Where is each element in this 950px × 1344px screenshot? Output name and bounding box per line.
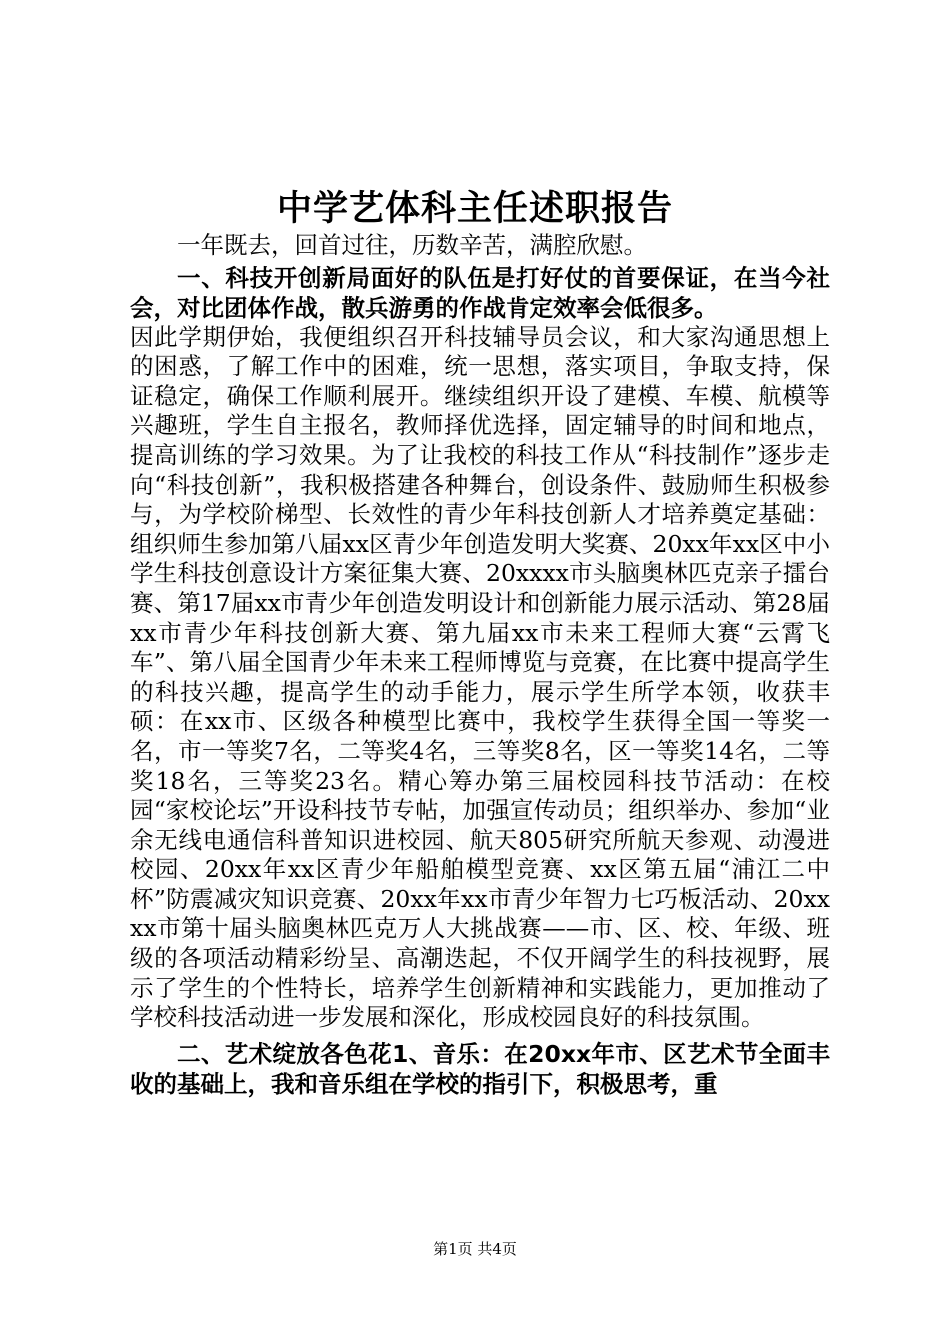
page-footer: 第1页 共4页 (433, 1240, 517, 1258)
document-title: 中学艺体科主任述职报告 (276, 189, 673, 229)
paragraph-section-1-body: 因此学期伊始，我便组织召开科技辅导员会议，和大家沟通思想上的困惑，了解工作中的困难，统一思想，落实项目，争取支持，保证稳定，确保工作顺利展开。继续组织开设了建模、车模、航模等兴趣班，学生自主报名，教师择优选择，固定辅导的时间和地点，提高训练的学习效果。为了让我校的科技工作从“科技制作”逐步走向“科技创新”，我积极搭建各种舞台，创设条件、鼓励师生积极参与，为学校阶梯型、长效性的青少年科技创新人才培养奠定基础：组织师生参加第八届xx区青少年创造发明大奖赛、20xx年xx区中小学生科技创意设计方案征集大赛、20xxxx市头脑奥林匹克亲子擂台赛、第17届xx市青少年创造发明设计和创新能力展示活动、第28届xx市青少年科技创新大赛、第九届xx市未来工程师大赛“云霄飞车”、第八届全国青少年未来工程师博览与竞赛，在比赛中提高学生的科技兴趣，提高学生的动手能力，展示学生所学本领，收获丰硕：在xx市、区级各种模型比赛中，我校学生获得全国一等奖一名，市一等奖7名，二等奖4名，三等奖8名，区一等奖14名，二等奖18名，三等奖23名。精心筹办第三届校园科技节活动：在校园“家校论坛”开设科技节专帖，加强宣传动员；组织举办、参加“业余无线电通信科普知识进校园、航天805研究所航天参观、动漫进校园、20xx年xx区青少年船舶模型竞赛、xx区第五届“浦江二中杯”防震减灾知识竞赛、20xx年xx市青少年智力七巧板活动、20xxxx市第十届头脑奥林匹克万人大挑战赛——市、区、校、年级、班级的各项活动精彩纷呈、高潮迭起，不仅开阔学生的科技视野，展示了学生的个性特长，培养学生创新精神和实践能力，更加推动了学校科技活动进一步发展和深化，形成校园良好的科技氛围。 (130, 322, 830, 1032)
paragraph-intro: 一年既去，回首过往，历数辛苦，满腔欣慰。 (177, 231, 647, 259)
paragraph-section-1-heading: 一、科技开创新局面好的队伍是打好仗的首要保证，在当今社会，对比团体作战，散兵游勇的作战肯定效率会低很多。 (130, 263, 830, 322)
document-body (130, 231, 830, 1099)
paragraph-section-2-heading: 二、艺术绽放各色花1、音乐：在20xx年市、区艺术节全面丰收的基础上，我和音乐组在学校的指引下，积极思考，重 (130, 1039, 830, 1098)
